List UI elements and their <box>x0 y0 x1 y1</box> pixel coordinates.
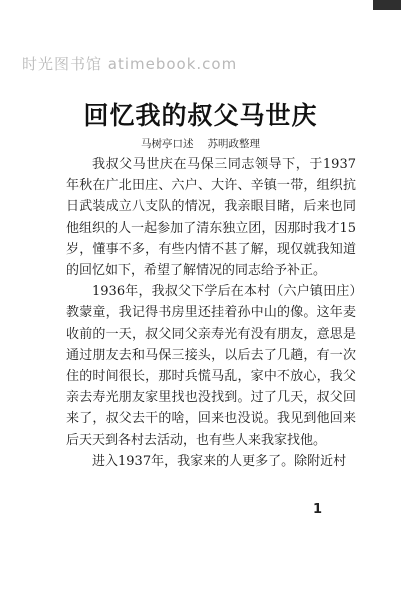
scan-corner-mark <box>373 0 401 10</box>
paragraph: 我叔父马世庆在马保三同志领导下，于1937年秋在广北田庄、六户、大许、辛镇一带，组织抗日武装成立八支队的情况，我亲眼目睹，后来也同他组织的人一起参加了清东独立团，因那时我才15岁，懂事不多，有些内情不甚了解，现仅就我知道的回忆如下，希望了解情况的同志给予补正。 <box>66 157 356 279</box>
paragraph: 进入1937年，我家来的人更多了。除附近村 <box>92 453 347 469</box>
page-number: 1 <box>313 502 323 517</box>
byline <box>0 136 401 151</box>
watermark: 时光图书馆 atimebook.com <box>22 55 238 73</box>
body-text <box>66 154 356 472</box>
byline-narrator: 马树亭口述 <box>141 138 194 150</box>
page-title: 回忆我的叔父马世庆 <box>83 101 318 130</box>
paragraph: 1936年，我叔父下学后在本村（六户镇田庄）教蒙童，我记得书房里还挂着孙中山的像。这年麦收前的一天，叔父同父亲寿光有没有朋友，意思是通过朋友去和马保三接头，以后去了几趟，有一次住的时间很长，那时兵慌马乱，家中不放心，我父亲去寿光朋友家里找也没找到。过了几天，叔父回来了，叔父去干的啥，回来也没说。我见到他回来后天天到各村去活动，也有些人来我家找他。 <box>66 284 356 448</box>
byline-editor: 苏明政整理 <box>207 138 260 150</box>
